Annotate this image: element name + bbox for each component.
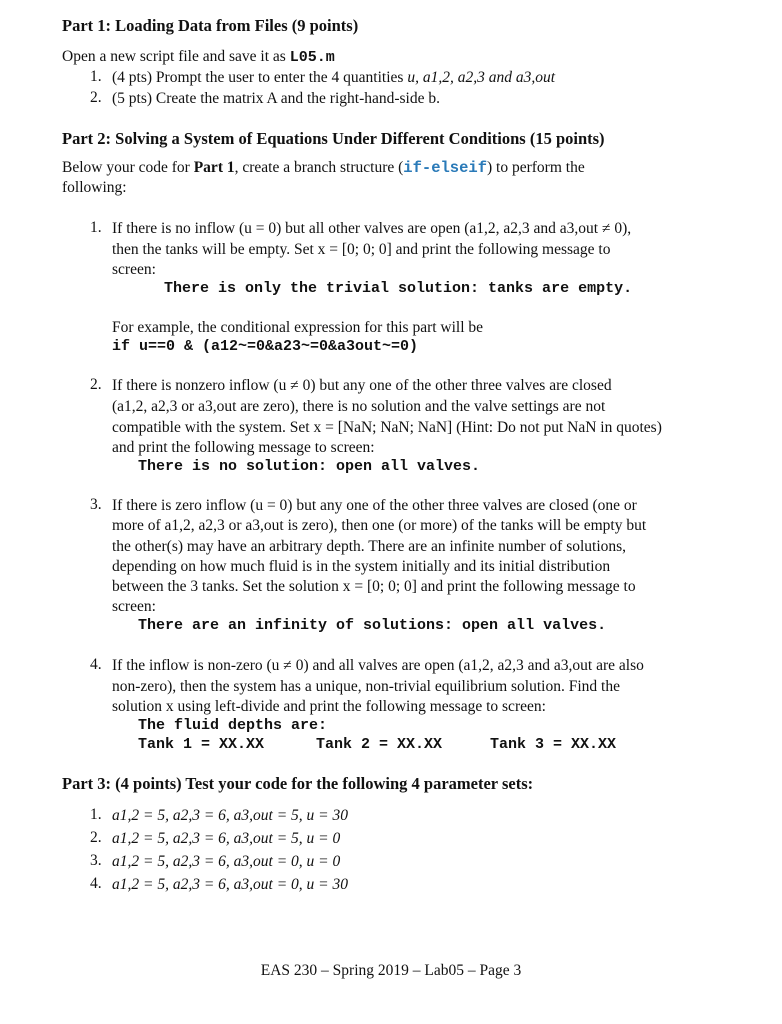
list-number: 3.: [90, 852, 102, 869]
part1-intro: Open a new script file and save it as L05.m: [62, 48, 335, 66]
condition3-text: the other(s) may have an arbitrary depth. There are an infinite number of solutions,: [112, 538, 627, 555]
part2-intro: Below your code for Part 1, create a branch structure (if-elseif) to perform the: [62, 159, 585, 177]
condition3-message: There are an infinity of solutions: open all valves.: [138, 617, 607, 634]
condition3-text: more of a1,2, a2,3 or a3,out is zero), then one (or more) of the tanks will be empty but: [112, 517, 647, 534]
condition3-text: between the 3 tanks. Set the solution x = [0; 0; 0] and print the following message to: [112, 578, 636, 595]
tank2-output: Tank 2 = XX.XX: [316, 736, 443, 753]
parameter-set: a1,2 = 5, a2,3 = 6, a3,out = 5, u = 30: [112, 807, 349, 824]
condition2-text: If there is nonzero inflow (u ≠ 0) but any one of the other three valves are closed: [112, 377, 612, 394]
part2-intro-cont: following:: [62, 179, 127, 196]
condition4-text: If the inflow is non-zero (u ≠ 0) and all valves are open (a1,2, a2,3 and a3,out are also: [112, 657, 644, 674]
part1-heading: Part 1: Loading Data from Files (9 points): [62, 16, 359, 35]
parameter-set: a1,2 = 5, a2,3 = 6, a3,out = 5, u = 0: [112, 830, 341, 847]
tank1-output: Tank 1 = XX.XX: [138, 736, 265, 753]
condition4-message: The fluid depths are:: [138, 717, 328, 734]
condition2-text: and print the following message to screen:: [112, 439, 375, 456]
list-number: 4.: [90, 875, 102, 892]
condition4-text: solution x using left-divide and print the following message to screen:: [112, 698, 546, 715]
list-number: 1.: [90, 68, 102, 85]
parameter-set: a1,2 = 5, a2,3 = 6, a3,out = 0, u = 0: [112, 853, 341, 870]
condition3-text: If there is zero inflow (u = 0) but any one of the other three valves are closed (one or: [112, 497, 637, 514]
list-number: 3.: [90, 496, 102, 513]
list-number: 2.: [90, 376, 102, 393]
list-number: 4.: [90, 656, 102, 673]
tank3-output: Tank 3 = XX.XX: [490, 736, 617, 753]
parameter-set: a1,2 = 5, a2,3 = 6, a3,out = 0, u = 30: [112, 876, 349, 893]
part1-item1: (4 pts) Prompt the user to enter the 4 quantities u, a1,2, a2,3 and a3,out: [112, 69, 555, 86]
part3-heading: Part 3: (4 points) Test your code for the following 4 parameter sets:: [62, 774, 534, 793]
condition1-text: then the tanks will be empty. Set x = [0; 0; 0] and print the following message to: [112, 241, 611, 258]
part1-item2: (5 pts) Create the matrix A and the right-hand-side b.: [112, 90, 440, 107]
list-number: 1.: [90, 806, 102, 823]
condition2-text: compatible with the system. Set x = [NaN; NaN; NaN] (Hint: Do not put NaN in quotes): [112, 419, 662, 436]
condition2-message: There is no solution: open all valves.: [138, 458, 481, 475]
page-footer: EAS 230 – Spring 2019 – Lab05 – Page 3: [260, 962, 522, 979]
condition3-text: depending on how much fluid is in the system initially and its initial distribution: [112, 558, 611, 575]
condition1-example: For example, the conditional expression for this part will be: [112, 319, 484, 336]
part2-heading: Part 2: Solving a System of Equations Under Different Conditions (15 points): [62, 129, 605, 148]
list-number: 2.: [90, 829, 102, 846]
condition2-text: (a1,2, a2,3 or a3,out are zero), there is no solution and the valve settings are not: [112, 398, 606, 415]
list-number: 1.: [90, 219, 102, 236]
condition1-text: screen:: [112, 261, 156, 278]
condition1-text: If there is no inflow (u = 0) but all other valves are open (a1,2, a2,3 and a3,out ≠ 0),: [112, 220, 632, 237]
condition1-message: There is only the trivial solution: tanks are empty.: [164, 280, 633, 297]
list-number: 2.: [90, 89, 102, 106]
condition1-code: if u==0 & (a12~=0&a23~=0&a3out~=0): [112, 338, 419, 355]
condition4-text: non-zero), then the system has a unique, non-trivial equilibrium solution. Find the: [112, 678, 620, 695]
condition3-text: screen:: [112, 598, 156, 615]
